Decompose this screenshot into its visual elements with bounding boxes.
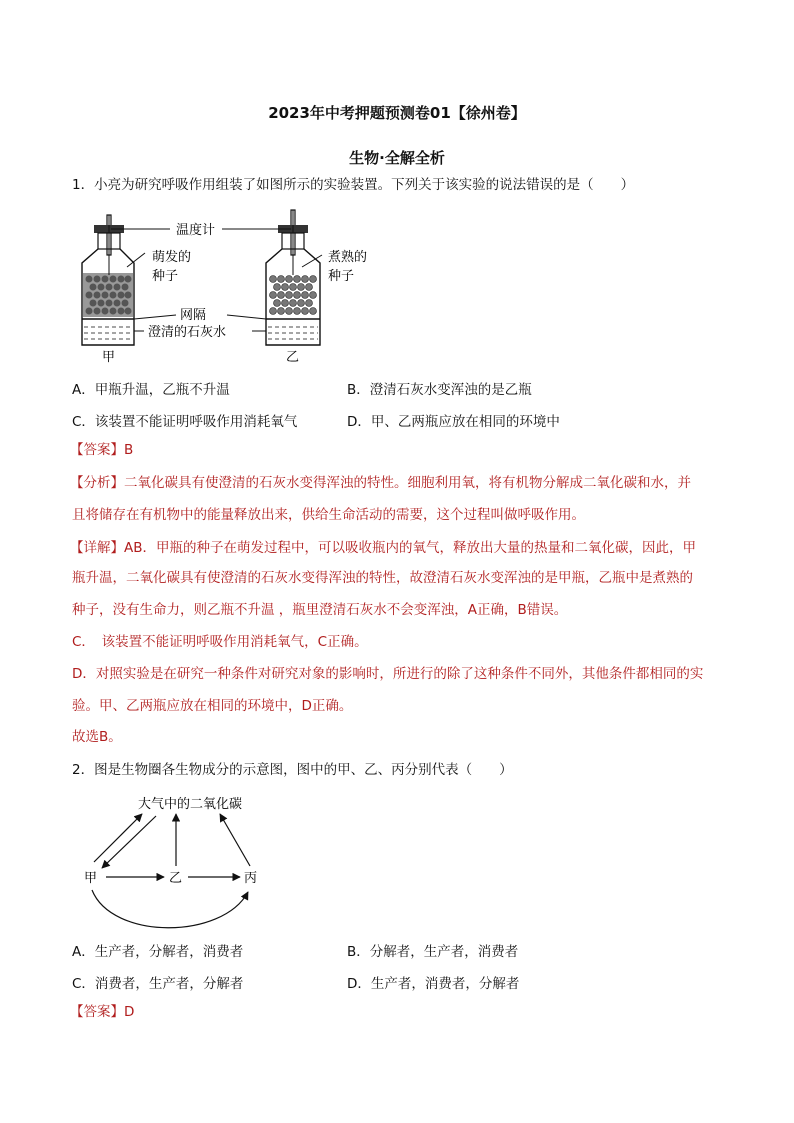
fig1-label-sprouting-2: 种子: [152, 269, 179, 284]
fig1-label-cooked-2: 种子: [328, 269, 355, 284]
q1-detail-line-3: 种子，没有生命力，则乙瓶不升温 ，瓶里澄清石灰水不会变浑浊，A正确，B错误。: [72, 602, 568, 618]
q1-answer-value: B: [124, 442, 134, 458]
q1-detail-tag: 【详解】: [70, 540, 124, 556]
q1-detail-line-5: D．对照实验是在研究一种条件对研究对象的影响时，所进行的除了这种条件不同外，其他条件都相同的实: [72, 666, 704, 682]
q1-conclusion: 故选B。: [72, 729, 122, 745]
fig2-label-jia: 甲: [84, 871, 98, 886]
fig2-label-bing: 丙: [244, 871, 258, 886]
fig1-label-cooked-1: 煮熟的: [328, 250, 368, 265]
fig1-label-limewater: 澄清的石灰水: [148, 325, 227, 340]
page-subtitle: 生物·全解全析: [349, 149, 445, 167]
q1-detail-line-6: 验。甲、乙两瓶应放在相同的环境中，D正确。: [72, 698, 353, 714]
q1-option-a: A．甲瓶升温，乙瓶不升温: [72, 382, 230, 398]
q2-option-c: C．消费者，生产者，分解者: [72, 976, 244, 992]
fig2-label-yi: 乙: [169, 871, 183, 886]
q2-option-d: D．生产者，消费者，分解者: [347, 976, 520, 992]
q1-option-d: D．甲、乙两瓶应放在相同的环境中: [347, 414, 560, 430]
q1-analysis-line-1: [70, 473, 725, 493]
arrow-jia-to-co2: [94, 814, 142, 862]
q1-answer-tag: 【答案】: [70, 442, 124, 458]
bottle-jia: [82, 215, 134, 345]
q1-analysis-tag: 【分析】: [70, 475, 124, 491]
q2-answer: [70, 1002, 725, 1022]
fig1-label-bottle-jia: 甲: [102, 350, 116, 365]
q1-detail-text-1: AB．甲瓶的种子在萌发过程中，可以吸收瓶内的氧气，释放出大量的热量和二氧化碳，因此，甲: [124, 540, 696, 556]
q1-option-c: C．该装置不能证明呼吸作用消耗氧气: [72, 414, 298, 430]
q1-answer: [70, 440, 725, 460]
q1-option-b: B．澄清石灰水变浑浊的是乙瓶: [347, 382, 532, 398]
fig2-label-atmosphere-co2: 大气中的二氧化碳: [138, 797, 243, 812]
fig1-label-mesh: 网隔: [180, 308, 207, 323]
q1-detail-line-1: [70, 538, 725, 558]
q1-analysis-text-1: 二氧化碳具有使澄清的石灰水变得浑浊的特性。细胞利用氧，将有机物分解成二氧化碳和水，并: [124, 475, 691, 491]
arrow-jia-to-bing: [92, 890, 248, 928]
q1-analysis-line-2: 且将储存在有机物中的能量释放出来，供给生命活动的需要，这个过程叫做呼吸作用。: [72, 507, 585, 523]
q2-answer-tag: 【答案】: [70, 1004, 124, 1020]
arrow-co2-to-jia: [102, 816, 156, 868]
arrow-bing-to-co2: [220, 814, 250, 866]
page-title: 2023年中考押题预测卷01【徐州卷】: [268, 104, 526, 122]
q2-answer-value: D: [124, 1004, 135, 1020]
q2-option-a: A．生产者，分解者，消费者: [72, 944, 244, 960]
fig1-label-sprouting-1: 萌发的: [152, 250, 192, 265]
bottle-yi: [266, 210, 320, 345]
q2-option-b: B．分解者，生产者，消费者: [347, 944, 519, 960]
q2-figure: [72, 790, 292, 930]
q1-detail-line-4: C． 该装置不能证明呼吸作用消耗氧气，C正确。: [72, 634, 368, 650]
fig1-label-thermometer: 温度计: [176, 223, 216, 238]
q1-detail-line-2: 瓶升温，二氧化碳具有使澄清的石灰水变得浑浊的特性，故澄清石灰水变浑浊的是甲瓶，乙瓶中是煮熟的: [72, 570, 693, 586]
q2-stem: 2．图是生物圈各生物成分的示意图，图中的甲、乙、丙分别代表（ ）: [72, 762, 513, 778]
fig1-label-bottle-yi: 乙: [286, 350, 300, 365]
q1-figure: [72, 205, 392, 365]
q1-stem: 1．小亮为研究呼吸作用组装了如图所示的实验装置。下列关于该实验的说法错误的是（ ）: [72, 177, 635, 193]
